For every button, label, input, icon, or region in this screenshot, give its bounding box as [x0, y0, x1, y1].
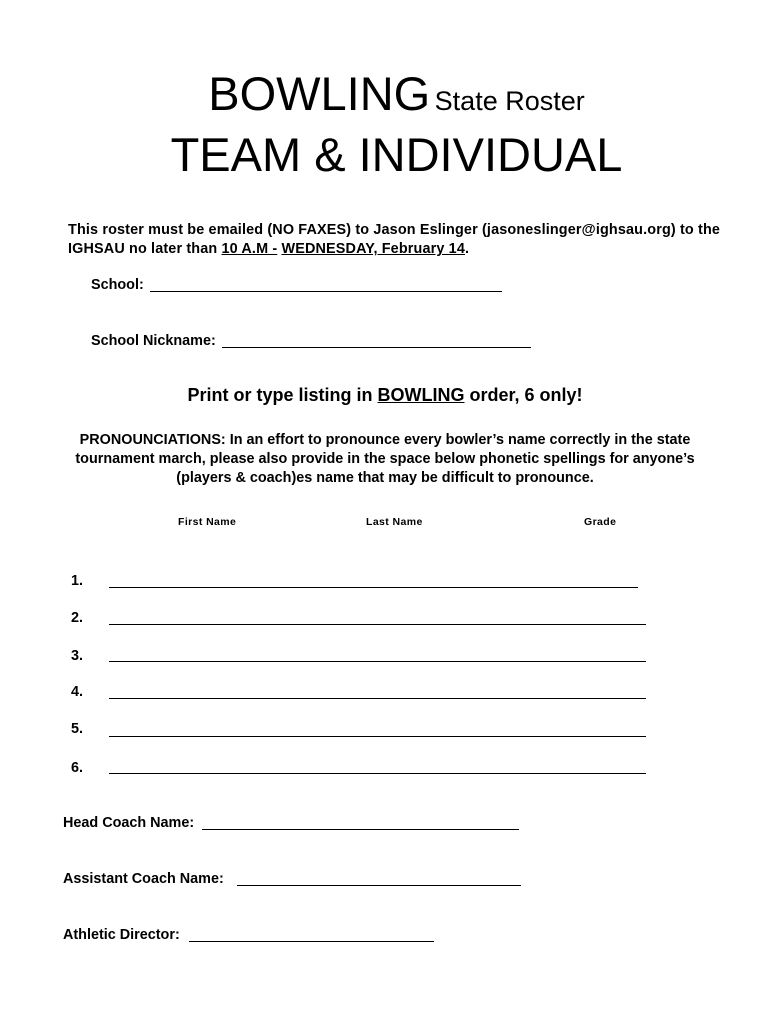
school-label: School:: [91, 277, 144, 293]
form-subtitle: TEAM & INDIVIDUAL: [170, 128, 623, 181]
athletic-director-input-line[interactable]: [189, 941, 434, 942]
pronunciations-paragraph: PRONOUNCIATIONS: In an effort to pronounce every bowler’s name correctly in the state tournament march, please also provide in the space below phonetic spellings for anyone’s (players & coach)es name that may be difficult to pronounce.: [75, 432, 695, 486]
school-nickname-label: School Nickname:: [91, 333, 216, 349]
head-coach-input-line[interactable]: [202, 829, 519, 830]
school-input-line[interactable]: [150, 291, 502, 292]
roster-row-line[interactable]: [109, 773, 646, 774]
roster-row-line[interactable]: [109, 736, 646, 737]
roster-row-number: 1.: [71, 573, 84, 589]
roster-row-line[interactable]: [109, 698, 646, 699]
intro-text: This roster must be emailed (NO FAXES) to Jason Eslinger (jasoneslinger@ighsau.org) to the IGHSAU no later than: [68, 222, 721, 257]
roster-row-number: 2.: [71, 610, 84, 626]
column-header-last-name: Last Name: [366, 516, 423, 528]
form-title: [0, 67, 770, 120]
assistant-coach-input-line[interactable]: [237, 885, 521, 886]
column-header-first-name: First Name: [178, 516, 237, 528]
roster-row-number: 6.: [71, 760, 84, 776]
print-instruction: Print or type listing in BOWLING order, 6 only!: [187, 385, 583, 405]
bowling-emphasis: BOWLING: [377, 385, 465, 405]
deadline-date: WEDNESDAY, February 14: [281, 241, 465, 257]
column-header-grade: Grade: [584, 516, 617, 528]
title-bowling: BOWLING: [208, 67, 431, 120]
roster-row-number: 5.: [71, 721, 84, 737]
roster-row-line[interactable]: [109, 624, 646, 625]
roster-row-line[interactable]: [109, 587, 638, 588]
roster-row-line[interactable]: [109, 661, 646, 662]
school-nickname-input-line[interactable]: [222, 347, 531, 348]
head-coach-label: Head Coach Name:: [63, 815, 195, 831]
athletic-director-label: Athletic Director:: [63, 927, 180, 943]
assistant-coach-label: Assistant Coach Name:: [63, 871, 224, 887]
deadline-time: 10 A.M -: [221, 241, 278, 257]
title-state-roster: State Roster: [434, 86, 585, 116]
roster-row-number: 3.: [71, 648, 84, 664]
roster-row-number: 4.: [71, 684, 84, 700]
intro-paragraph: This roster must be emailed (NO FAXES) to Jason Eslinger (jasoneslinger@ighsau.org) to the IGHSAU no later than 10 A.M - WEDNESDAY, February 14.: [68, 222, 721, 257]
